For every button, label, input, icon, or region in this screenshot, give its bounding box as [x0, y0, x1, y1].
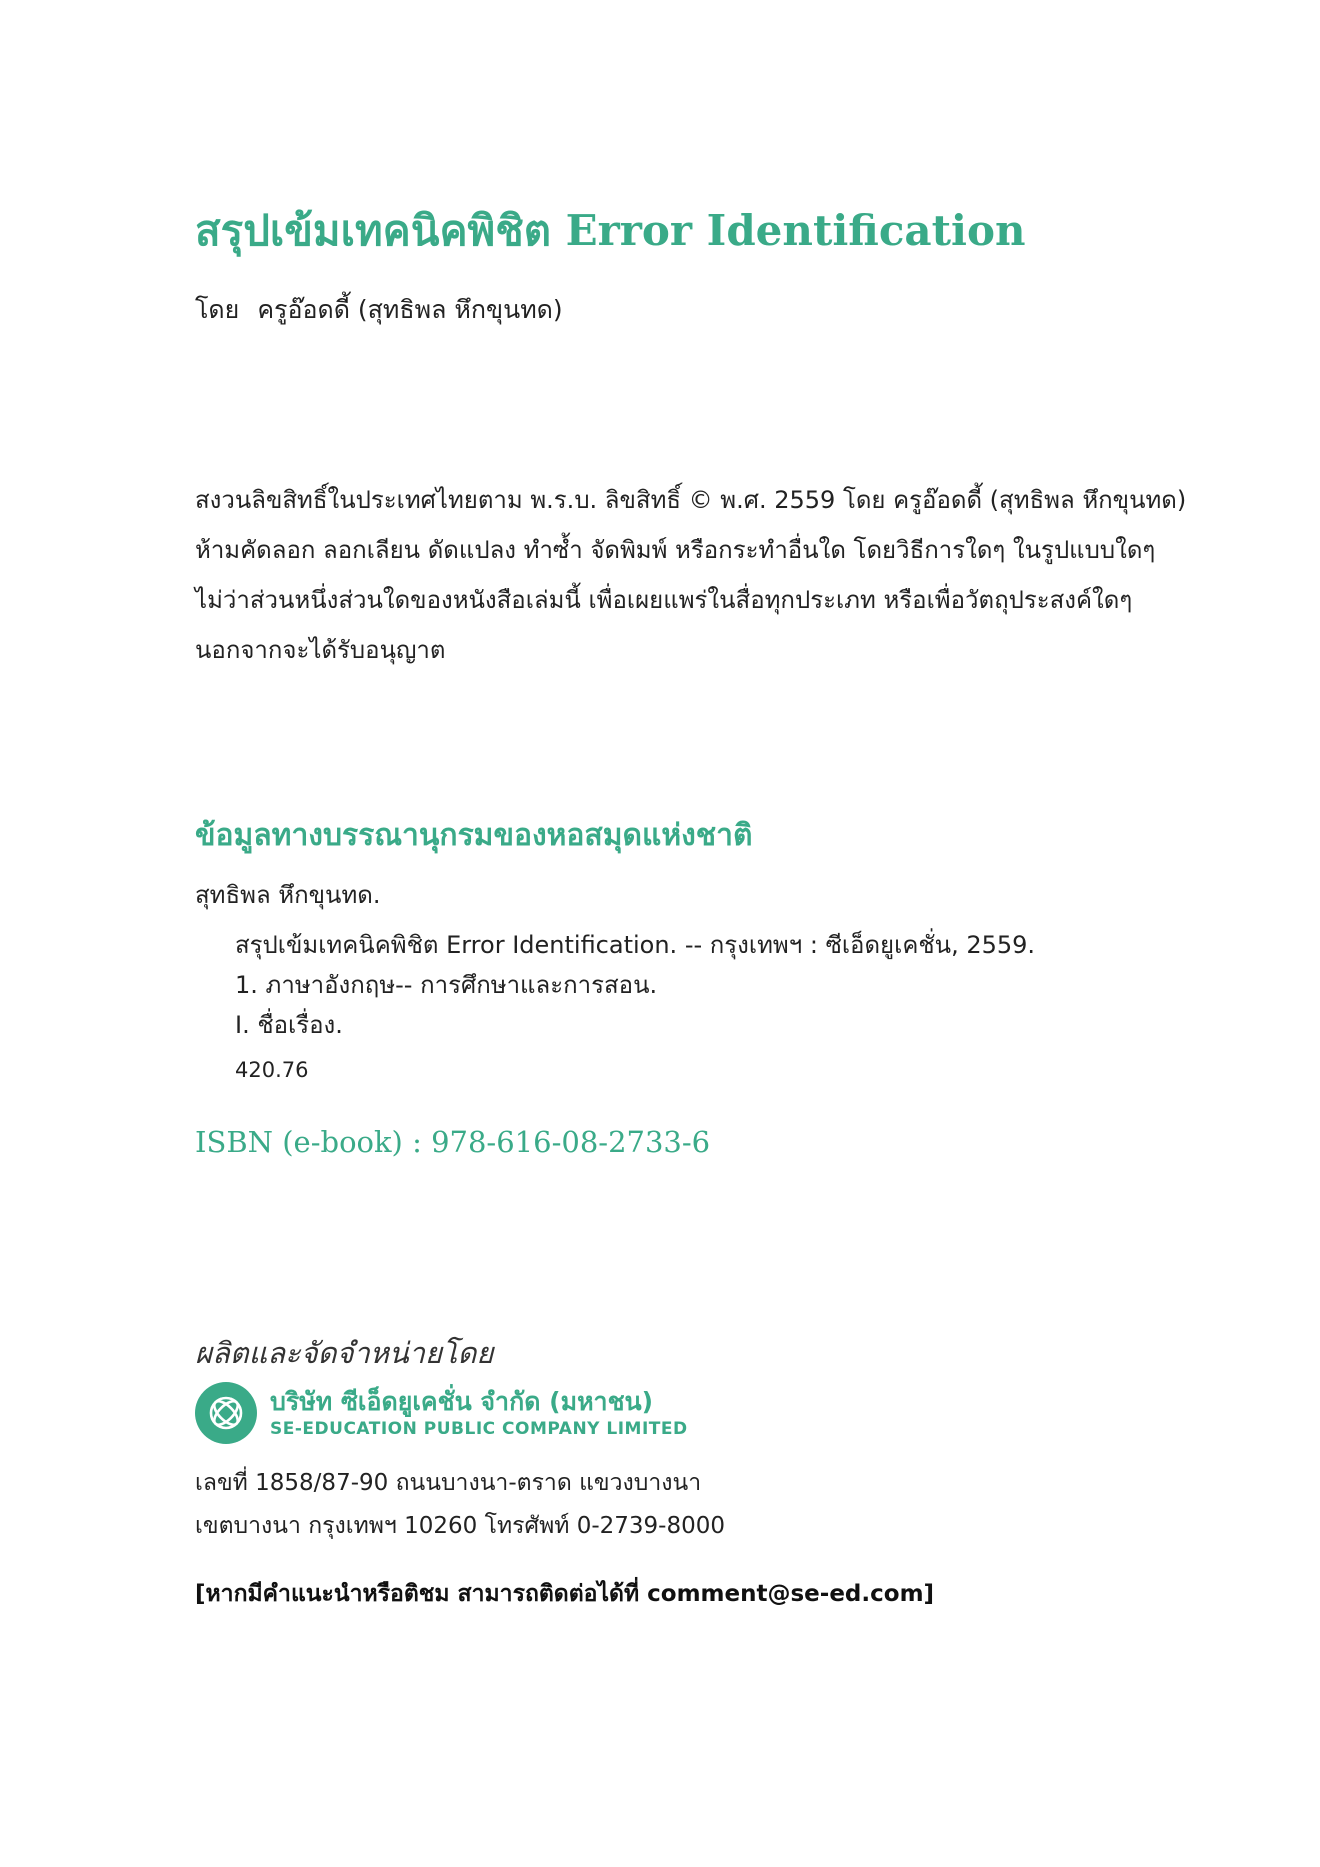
author-line	[195, 290, 563, 330]
distributed-by-label: ผลิตและจัดจำหน่ายโดย	[195, 1336, 494, 1370]
publisher-name-thai: บริษัท ซีเอ็ดยูเคชั่น จำกัด (มหาชน)	[270, 1387, 654, 1416]
se-ed-logo-icon	[195, 1382, 257, 1444]
book-title: สรุปเข้มเทคนิคพิชิต Error Identification	[195, 206, 1026, 255]
contact-note: [หากมีคำแนะนำหรือติชม สามารถติดต่อได้ที่ comment@se-ed.com]	[195, 1581, 935, 1607]
catalog-heading: ข้อมูลทางบรรณานุกรมของหอสมุดแห่งชาติ	[195, 818, 753, 853]
copyright-notice	[195, 475, 1275, 675]
catalog-class-number: 420.76	[235, 1058, 309, 1082]
catalog-record	[235, 925, 1035, 1095]
by-label: โดย	[195, 295, 240, 324]
copyright-line: ห้ามคัดลอก ลอกเลียน ดัดแปลง ทำซ้ำ จัดพิมพ์ หรือกระทำอื่นใด โดยวิธีการใดๆ ในรูปแบบใดๆ	[195, 536, 1156, 564]
copyright-line: นอกจากจะได้รับอนุญาต	[195, 636, 446, 664]
copyright-line: สงวนลิขสิทธิ์ในประเทศไทยตาม พ.ร.บ. ลิขสิทธิ์ © พ.ศ. 2559 โดย ครูอ๊อดดี้ (สุทธิพล หึกขุนทด)	[195, 486, 1187, 514]
catalog-title-added: I. ชื่อเรื่อง.	[235, 1011, 343, 1039]
address-line: เลขที่ 1858/87-90 ถนนบางนา-ตราด แขวงบางนา	[195, 1470, 702, 1496]
catalog-title-entry: สรุปเข้มเทคนิคพิชิต Error Identification. -- กรุงเทพฯ : ซีเอ็ดยูเคชั่น, 2559.	[235, 931, 1036, 959]
isbn: ISBN (e-book) : 978-616-08-2733-6	[195, 1125, 711, 1159]
publisher-name-english: SE-EDUCATION PUBLIC COMPANY LIMITED	[270, 1419, 688, 1439]
catalog-subject: 1. ภาษาอังกฤษ-- การศึกษาและการสอน.	[235, 971, 658, 999]
publisher-address	[195, 1462, 725, 1548]
catalog-author-entry: สุทธิพล หึกขุนทด.	[195, 881, 381, 909]
copyright-line: ไม่ว่าส่วนหนึ่งส่วนใดของหนังสือเล่มนี้ เพื่อเผยแพร่ในสื่อทุกประเภท หรือเพื่อวัตถุประสงค์ใดๆ	[195, 586, 1133, 614]
author-name: ครูอ๊อดดี้ (สุทธิพล หึกขุนทด)	[257, 295, 563, 324]
address-line: เขตบางนา กรุงเทพฯ 10260 โทรศัพท์ 0-2739-8000	[195, 1513, 726, 1539]
